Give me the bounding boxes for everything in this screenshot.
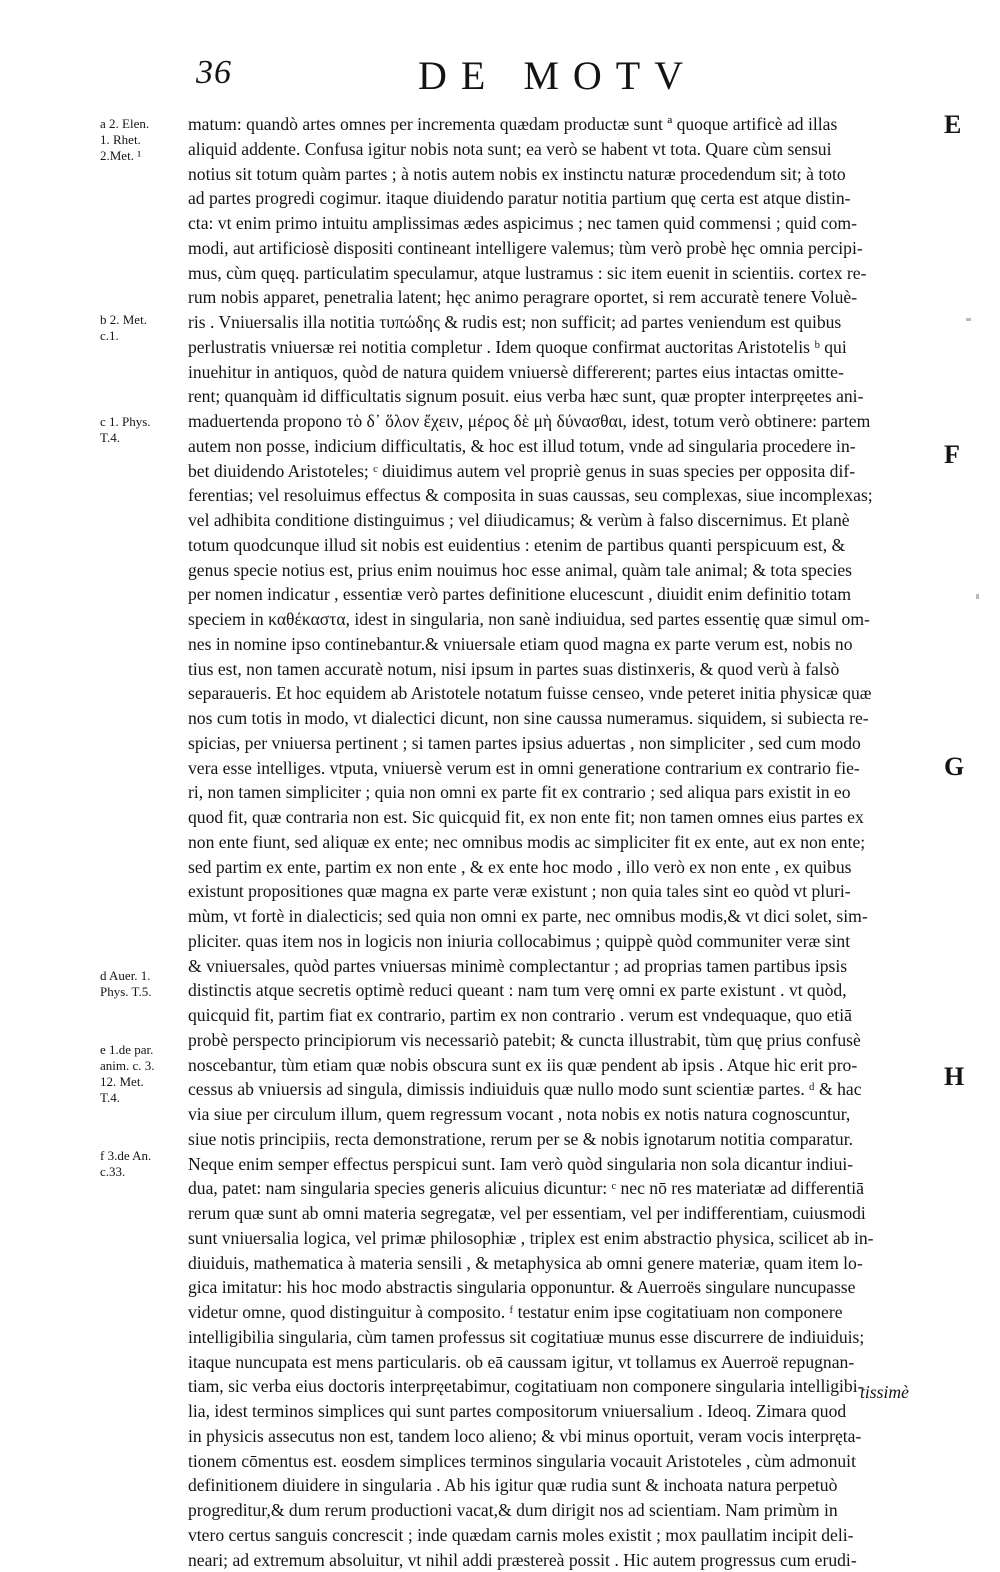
ink-speck <box>976 594 979 599</box>
marginal-note-line: 2.Met. ¹ <box>100 148 184 164</box>
text-line: neari; ad extremum absoluitur, vt nihil addi præstereà possit . Hic autem progressus cum erudi- <box>188 1548 940 1572</box>
marginal-note-line: T.4. <box>100 430 184 446</box>
marginal-note-line: e 1.de par. <box>100 1042 184 1058</box>
text-line: Neque enim semper effectus perspicui sunt. Iam verò quòd singularia non sola dicantur indiui- <box>188 1152 940 1177</box>
marginal-note-line: d Auer. 1. <box>100 968 184 984</box>
text-line: autem non posse, indicium difficultatis, & hoc est illud totum, vnde ad singularia procedere in- <box>188 434 940 459</box>
marginal-note-line: c.1. <box>100 328 184 344</box>
running-title: DE MOTV <box>418 52 697 99</box>
text-line: tius est, non tamen accuratè notum, nisi ipsum in partes suas distinxeris, & quod verù à falsò <box>188 657 940 682</box>
text-line: dua, patet: nam singularia species generis alicuius dicuntur: ᶜ nec nō res materiatæ ad differentiā <box>188 1176 940 1201</box>
text-line: & vniuersales, quòd partes vniuersas minimè complectantur ; ad proprias tamen partibus ipsis <box>188 954 940 979</box>
text-line: distinctis atque secretis optimè reduci queant : nam tum verę omni ex parte existunt . vt quòd, <box>188 978 940 1003</box>
marginal-note-line: b 2. Met. <box>100 312 184 328</box>
text-line: tionem cōmentus est. eosdem simplices terminos singularia vocauit Aristoteles , cùm admonuit <box>188 1449 940 1474</box>
text-line: nos cum totis in modo, vt dialectici dicunt, non sine caussa numeramus. siquidem, si subiecta re- <box>188 706 940 731</box>
text-line: intelligibilia singularia, cùm tamen professus sit cogitatiuæ munus esse discurrere de indiuiduis; <box>188 1325 940 1350</box>
text-line: videtur omne, quod distinguitur à composito. ᶠ testatur enim ipse cogitatiuam non componere <box>188 1300 940 1325</box>
text-line: notius sit totum quàm partes ; à notis autem nobis ex instinctu naturæ procedendum sit; à toto <box>188 162 940 187</box>
text-line: aliquid addente. Confusa igitur nobis nota sunt; ea verò se habent vt tota. Quare cùm sensui <box>188 137 940 162</box>
text-line: perlustratis vniuersæ rei notitia completur . Idem quoque confirmat auctoritas Aristotelis ᵇ qui <box>188 335 940 360</box>
text-line: pliciter. quas item nos in logicis non iniuria collocabimus ; quippè quòd communiter veræ sint <box>188 929 940 954</box>
text-line: speciem in καθέκαστα, idest in singularia, non sanè indiuidua, sed partes essentię quæ simul om- <box>188 607 940 632</box>
text-line: non ente fiunt, sed aliquæ ex ente; nec omnibus modis ac simpliciter fit ex ente, aut ex non ente; <box>188 830 940 855</box>
text-line: in physicis assecutus non est, tandem loco alieno; & vbi minus oportuit, veram vocis interpręta- <box>188 1424 940 1449</box>
text-line: gica imitatur: his hoc modo abstractis singularia opponuntur. & Auerroës singulare nuncupasse <box>188 1275 940 1300</box>
section-letter-e: E <box>944 110 961 140</box>
marginal-note-line: 1. Rhet. <box>100 132 184 148</box>
page-number: 36 <box>196 54 232 92</box>
text-line: sed partim ex ente, partim ex non ente , & ex ente hoc modo , illo verò ex non ente , ex quibus <box>188 855 940 880</box>
text-line: ad partes progredi cogimur. itaque diuidendo paratur notitia partium quę certa est atque distin- <box>188 186 940 211</box>
marginal-note-line: f 3.de An. <box>100 1148 184 1164</box>
text-line: siue notis principiis, recta demonstratione, rerum per se & nobis ignotarum notitia comparatur. <box>188 1127 940 1152</box>
text-line: rerum quæ sunt ab omni materia segregatæ, vel per essentiam, vel per indifferentiam, cuiusmodi <box>188 1201 940 1226</box>
text-line: cessus ab vniuersis ad singula, dimissis indiuiduis quæ nullo modo sunt scientiæ partes. ᵈ & hac <box>188 1077 940 1102</box>
text-line: mùm, vt fortè in dialecticis; sed quia non omni ex parte, nec omnibus modis,& vt dici solet, sim- <box>188 904 940 929</box>
text-line: inuehitur in antiquos, quòd de natura quidem vniuersè differerent; partes eius intactas omitte- <box>188 360 940 385</box>
text-line: modi, aut artificiosè dispositi contineant intelligere valemus; tùm verò probè hęc omnia percipi- <box>188 236 940 261</box>
text-line: ferentias; vel resoluimus effectus & composita in suas caussas, seu complexas, siue incomplexas; <box>188 483 940 508</box>
marginal-note-line: c 1. Phys. <box>100 414 184 430</box>
marginal-note-line: anim. c. 3. <box>100 1058 184 1074</box>
text-line: genus specie notius est, prius enim nouimus hoc esse animal, quàm tale animal; & tota species <box>188 558 940 583</box>
text-line: rum nobis apparet, penetralia latent; hęc animo peragrare oportet, si rem accuratè tenere Voluè- <box>188 285 940 310</box>
text-line: rent; quanquàm id difficultatis signum posuit. eius verba hæc sunt, quæ propter interpręetes ani- <box>188 384 940 409</box>
text-line: diuiduis, mathematica à materia sensili , & metaphysica ab omni genere materiæ, quam item lo- <box>188 1251 940 1276</box>
text-line: via siue per circulum illum, quem regressum vocant , nota nobis ex notis natura cognoscuntur, <box>188 1102 940 1127</box>
text-line: mus, cùm quęq. particulatim speculamur, atque lustramus : sic item euenit in scientiis. cortex re- <box>188 261 940 286</box>
text-line: vtero certus sanguis concrescit ; inde quædam carnis moles existit ; mox paullatim incipit deli- <box>188 1523 940 1548</box>
text-line: spicias, per vniuersa pertinent ; si tamen partes ipsius aduertas , non simpliciter , sed cum modo <box>188 731 940 756</box>
section-letter-g: G <box>944 752 964 782</box>
text-line: progreditur,& dum rerum productioni vacat,& dum dirigit nos ad scientiam. Nam primùm in <box>188 1498 940 1523</box>
text-line: existunt propositiones quæ magna ex parte veræ existunt ; non quia tales sint eo quòd vt pluri- <box>188 879 940 904</box>
text-line: ris . Vniuersalis illa notitia τυπώδης & rudis est; non sufficit; ad partes veniendum est quibus <box>188 310 940 335</box>
text-line: totum quodcunque illud sit nobis est euidentius : etenim de partibus quanti perspicuum est, & <box>188 533 940 558</box>
text-line: cta: vt enim primo intuitu amplissimas ædes aspicimus ; nec tamen quid commensi ; quid com- <box>188 211 940 236</box>
marginal-note-line: c.33. <box>100 1164 184 1180</box>
marginal-note-line: T.4. <box>100 1090 184 1106</box>
text-line: itaque nuncupata est mens particularis. ob eā caussam igitur, vt tollamus ex Auerroë repugnan- <box>188 1350 940 1375</box>
text-line: maduertenda propono τὸ δ᾽ ὅλον ἔχειν, μέρος δὲ μὴ δύνασθαι, idest, totum verò obtinere: partem <box>188 409 940 434</box>
text-line: quod fit, quæ contraria non est. Sic quicquid fit, ex non ente fit; non tamen omnes eius partes ex <box>188 805 940 830</box>
text-line: per nomen indicatur , essentiæ verò partes definitione elucescunt , diuidit enim definitio totam <box>188 582 940 607</box>
text-line: separaueris. Et hoc equidem ab Aristotele notatum fuisse censeo, vnde peteret initia physicæ quæ <box>188 681 940 706</box>
section-letter-h: H <box>944 1062 964 1092</box>
text-line: lia, idest terminos simplices qui sunt partes compositorum vniuersalium . Ideoq. Zimara quod <box>188 1399 940 1424</box>
section-letter-f: F <box>944 440 960 470</box>
text-line: noscebantur, tùm etiam quæ nobis obscura sunt ex iis quæ pendent ab ipsis . Atque hic erit pro- <box>188 1053 940 1078</box>
text-line: vel adhibita conditione distinguimus ; vel diiudicamus; & verùm à falso discernimus. Et planè <box>188 508 940 533</box>
text-line: quicquid fit, partim fiat ex contrario, partim ex non contrario . verum est vndequaque, quo etiā <box>188 1003 940 1028</box>
ink-speck <box>966 318 971 321</box>
text-line: definitionem diuidere in singularia . Ab his igitur quæ rudia sunt & inchoata natura perpetuò <box>188 1473 940 1498</box>
text-line: matum: quandò artes omnes per incrementa quædam productæ sunt ª quoque artificè ad illas <box>188 112 940 137</box>
text-line: nes in nomine ipso continebantur.& vniuersale etiam quod magna ex parte verum est, nobis no <box>188 632 940 657</box>
text-line: ri, non tamen simpliciter ; quia non omni ex parte fit ex contrario ; sed aliqua pars existit in eo <box>188 780 940 805</box>
text-line: tiam, sic verba eius doctoris interpręetabimur, cogitatiuam non componere singularia intelligibi- <box>188 1374 940 1399</box>
text-line: bet diuidendo Aristoteles; ᶜ diuidimus autem vel propriè genus in suas species per opposita dif- <box>188 459 940 484</box>
marginal-note-line: 12. Met. <box>100 1074 184 1090</box>
text-line: vera esse intelliges. vtputa, vniuersè verum est in omni generatione contrarium ex contrario fie- <box>188 756 940 781</box>
text-line: sunt vniuersalia logica, vel primæ philosophiæ , triplex est enim abstractio physica, scilicet ab in- <box>188 1226 940 1251</box>
text-line: probè perspecto principiorum vis necessariò patebit; & cuncta illustrabit, tùm quę prius confusè <box>188 1028 940 1053</box>
catchword: tissimè <box>860 1382 909 1403</box>
marginal-note-line: a 2. Elen. <box>100 116 184 132</box>
marginal-note-line: Phys. T.5. <box>100 984 184 1000</box>
